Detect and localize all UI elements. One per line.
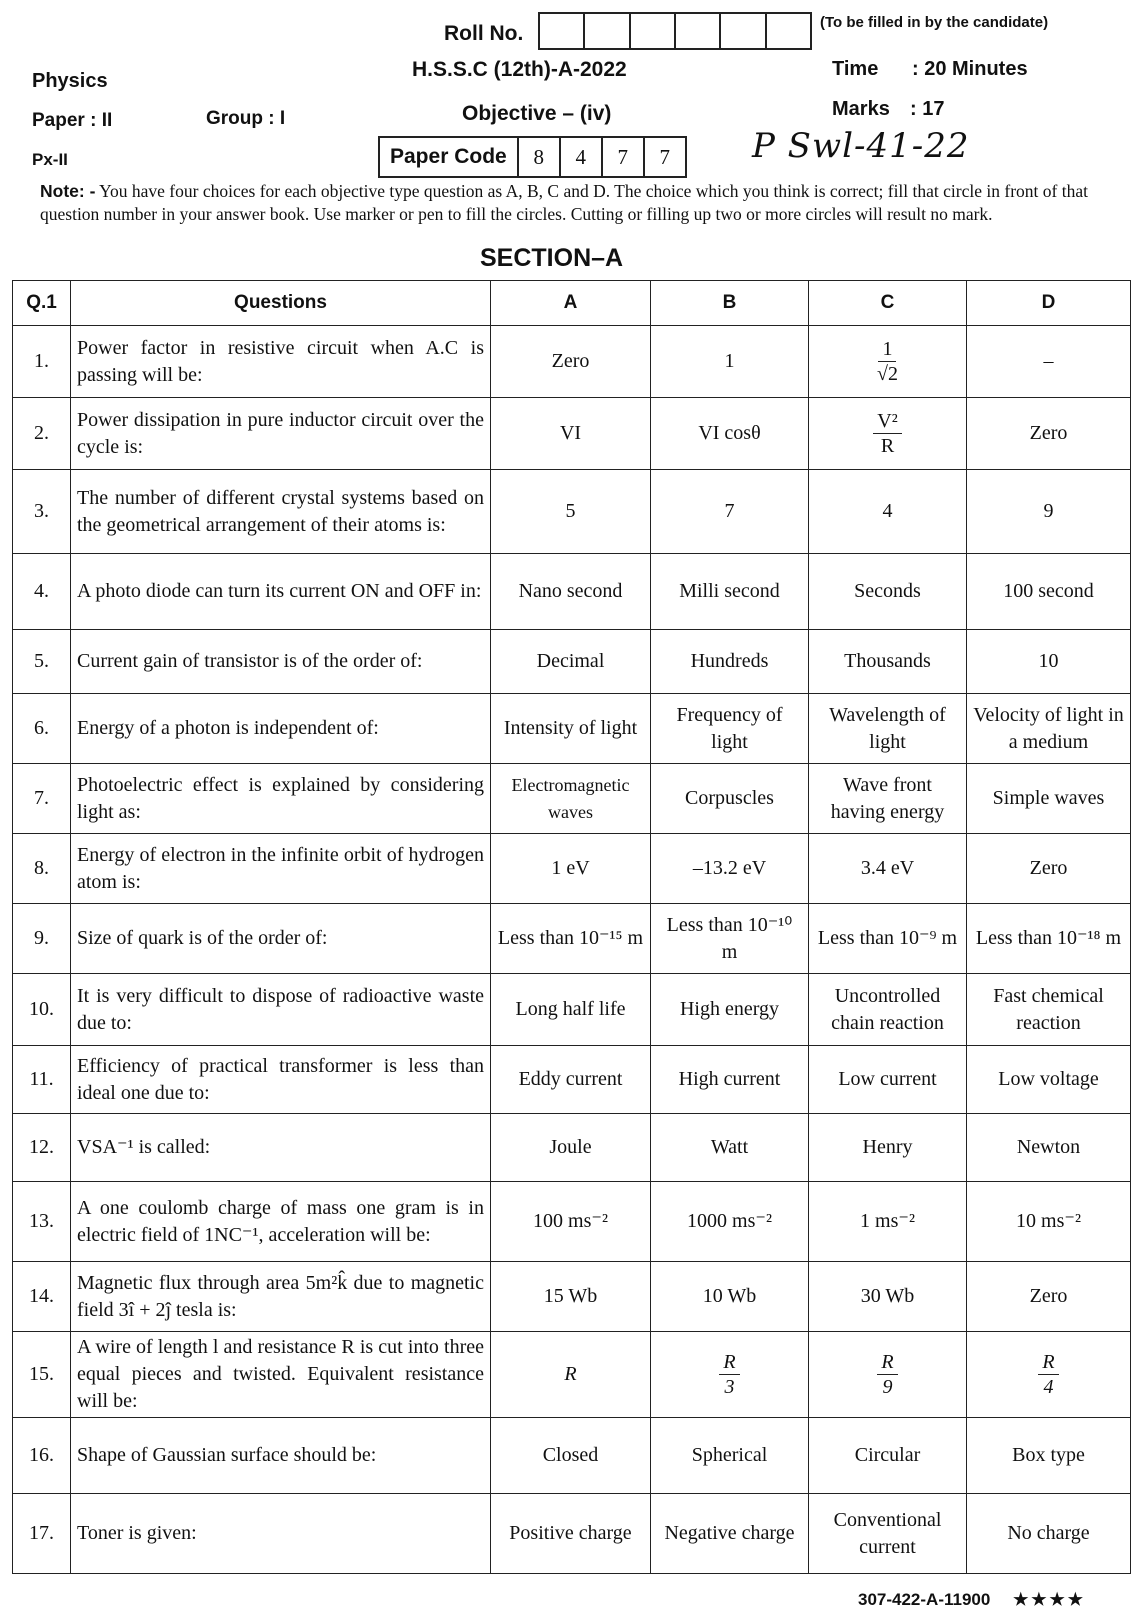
question-number: 6. [13, 694, 71, 764]
table-row [13, 694, 1131, 764]
roll-number-boxes[interactable] [538, 12, 812, 50]
star-marks: ★★★★ [1013, 1590, 1087, 1609]
option-c: Uncontrolled chain reaction [809, 974, 967, 1046]
option-b: 7 [651, 470, 809, 554]
question-number: 5. [13, 630, 71, 694]
fraction-denominator: R [880, 435, 895, 457]
option-d: Fast chemical reaction [967, 974, 1131, 1046]
question-number: 2. [13, 398, 71, 470]
roll-number-note: (To be filled in by the candidate) [820, 14, 1049, 31]
option-c: 1 ms⁻² [809, 1182, 967, 1262]
handwritten-annotation: P Swl-41-22 [752, 126, 970, 166]
header-b: B [651, 281, 809, 326]
option-b: Watt [651, 1114, 809, 1182]
option-a: Intensity of light [491, 694, 651, 764]
subject: Physics [32, 70, 108, 92]
option-a: 5 [491, 470, 651, 554]
header-qno: Q.1 [13, 281, 71, 326]
option-d [967, 1332, 1131, 1418]
question-text: Efficiency of practical transformer is less than ideal one due to: [71, 1046, 491, 1114]
question-text: A wire of length l and resistance R is cut into three equal pieces and twisted. Equivalent resistance will be: [71, 1332, 491, 1418]
table-row [13, 398, 1131, 470]
option-c [809, 398, 967, 470]
question-text: A photo diode can turn its current ON and OFF in: [71, 554, 491, 630]
option-b: High current [651, 1046, 809, 1114]
question-number: 4. [13, 554, 71, 630]
option-c: Conventional current [809, 1494, 967, 1574]
objective-label: Objective – (iv) [462, 102, 612, 125]
fraction [877, 1350, 897, 1399]
question-text: Size of quark is of the order of: [71, 904, 491, 974]
paper-serial-code: 307-422-A-11900 [858, 1590, 991, 1609]
fraction-numerator: R [877, 1350, 897, 1375]
fraction [1038, 1350, 1058, 1399]
option-d: 10 ms⁻² [967, 1182, 1131, 1262]
paper-code-digit: 4 [561, 138, 603, 176]
option-d: 100 second [967, 554, 1131, 630]
table-row [13, 1262, 1131, 1332]
option-c: Circular [809, 1418, 967, 1494]
note-label: Note: - [40, 181, 96, 201]
option-a: Eddy current [491, 1046, 651, 1114]
section-title: SECTION–A [480, 244, 624, 272]
group: Group : I [206, 108, 286, 129]
option-a: 1 eV [491, 834, 651, 904]
question-text: It is very difficult to dispose of radioactive waste due to: [71, 974, 491, 1046]
option-d: Newton [967, 1114, 1131, 1182]
header-questions: Questions [71, 281, 491, 326]
option-d: No charge [967, 1494, 1131, 1574]
question-number: 13. [13, 1182, 71, 1262]
table-row [13, 904, 1131, 974]
paper-number: Paper : II [32, 110, 113, 131]
question-number: 16. [13, 1418, 71, 1494]
option-d: Zero [967, 834, 1131, 904]
table-row [13, 1418, 1131, 1494]
option-b: Negative charge [651, 1494, 809, 1574]
option-c: Wavelength of light [809, 694, 967, 764]
option-d: Simple waves [967, 764, 1131, 834]
option-c: 3.4 eV [809, 834, 967, 904]
time-value: : 20 Minutes [912, 58, 1028, 80]
option-c [809, 326, 967, 398]
table-row [13, 834, 1131, 904]
paper-series: Px-II [32, 150, 68, 169]
paper-code-digit: 7 [603, 138, 645, 176]
table-row [13, 1046, 1131, 1114]
option-c: Henry [809, 1114, 967, 1182]
question-number: 15. [13, 1332, 71, 1418]
table-row [13, 1332, 1131, 1418]
option-a: Electromagnetic waves [491, 764, 651, 834]
table-row [13, 1182, 1131, 1262]
question-number: 8. [13, 834, 71, 904]
option-a: 15 Wb [491, 1262, 651, 1332]
option-d: Box type [967, 1418, 1131, 1494]
mcq-table [12, 280, 1131, 1574]
question-text: Magnetic flux through area 5m²k̂ due to magnetic field 3î + 2ĵ tesla is: [71, 1262, 491, 1332]
header-c: C [809, 281, 967, 326]
fraction-denominator: 9 [882, 1376, 893, 1398]
footer [858, 1590, 1086, 1610]
header-d: D [967, 281, 1131, 326]
fraction-numerator: 1 [878, 337, 896, 362]
table-row [13, 1494, 1131, 1574]
question-text: Current gain of transistor is of the order of: [71, 630, 491, 694]
option-b: Less than 10⁻¹⁰ m [651, 904, 809, 974]
option-a: Decimal [491, 630, 651, 694]
question-number: 12. [13, 1114, 71, 1182]
option-c: Less than 10⁻⁹ m [809, 904, 967, 974]
fraction-numerator: R [1038, 1350, 1058, 1375]
question-number: 9. [13, 904, 71, 974]
option-c: Wave front having energy [809, 764, 967, 834]
fraction [873, 409, 901, 458]
paper-code-digit: 7 [659, 144, 670, 169]
option-b: 10 Wb [651, 1262, 809, 1332]
fraction [877, 337, 898, 386]
option-a: Nano second [491, 554, 651, 630]
fraction-numerator: V² [873, 409, 901, 434]
question-number: 3. [13, 470, 71, 554]
option-c: Seconds [809, 554, 967, 630]
question-text: Photoelectric effect is explained by considering light as: [71, 764, 491, 834]
option-a: Less than 10⁻¹⁵ m [491, 904, 651, 974]
option-b: 1 [651, 326, 809, 398]
option-c: 4 [809, 470, 967, 554]
question-number: 17. [13, 1494, 71, 1574]
paper-code-label: Paper Code [380, 138, 519, 176]
table-row [13, 630, 1131, 694]
question-text: VSA⁻¹ is called: [71, 1114, 491, 1182]
note-text: You have four choices for each objective type question as A, B, C and D. The choice which you think is correct; fill that circle in front of that question number in your answer book. Use marker or pen to fill the circles. Cutting or filling up two or more circles will result no mark. [40, 181, 1088, 224]
fraction-denominator: 4 [1043, 1376, 1054, 1398]
option-d: 9 [967, 470, 1131, 554]
fraction-denominator: √2 [877, 363, 898, 385]
option-c: Thousands [809, 630, 967, 694]
option-b: Corpuscles [651, 764, 809, 834]
option-b: Milli second [651, 554, 809, 630]
option-d: Velocity of light in a medium [967, 694, 1131, 764]
option-a: Long half life [491, 974, 651, 1046]
option-d: 10 [967, 630, 1131, 694]
option-b: Frequency of light [651, 694, 809, 764]
question-text: Power dissipation in pure inductor circuit over the cycle is: [71, 398, 491, 470]
option-a: R [491, 1332, 651, 1418]
instructions-note [40, 180, 1110, 226]
table-row [13, 326, 1131, 398]
table-row [13, 1114, 1131, 1182]
question-text: The number of different crystal systems based on the geometrical arrangement of their atoms is: [71, 470, 491, 554]
option-c [809, 1332, 967, 1418]
table-header-row [13, 281, 1131, 326]
option-b: Spherical [651, 1418, 809, 1494]
header-a: A [491, 281, 651, 326]
question-text: Shape of Gaussian surface should be: [71, 1418, 491, 1494]
question-text: Toner is given: [71, 1494, 491, 1574]
option-d: – [967, 326, 1131, 398]
question-text: Energy of a photon is independent of: [71, 694, 491, 764]
option-d: Zero [967, 398, 1131, 470]
question-number: 11. [13, 1046, 71, 1114]
paper-code-box [378, 136, 687, 178]
question-text: Power factor in resistive circuit when A.C is passing will be: [71, 326, 491, 398]
fraction [719, 1350, 739, 1399]
option-b: 1000 ms⁻² [651, 1182, 809, 1262]
option-b: High energy [651, 974, 809, 1046]
option-c: 30 Wb [809, 1262, 967, 1332]
option-a: Closed [491, 1418, 651, 1494]
question-number: 7. [13, 764, 71, 834]
fraction-numerator: R [719, 1350, 739, 1375]
option-a: Zero [491, 326, 651, 398]
option-b: Hundreds [651, 630, 809, 694]
option-b: –13.2 eV [651, 834, 809, 904]
question-number: 14. [13, 1262, 71, 1332]
option-d: Less than 10⁻¹⁸ m [967, 904, 1131, 974]
table-row [13, 554, 1131, 630]
option-a: VI [491, 398, 651, 470]
question-text: Energy of electron in the infinite orbit of hydrogen atom is: [71, 834, 491, 904]
table-row [13, 764, 1131, 834]
option-b [651, 1332, 809, 1418]
option-a: Positive charge [491, 1494, 651, 1574]
option-b: VI cosθ [651, 398, 809, 470]
marks-label: Marks [832, 98, 890, 120]
marks-value: : 17 [910, 98, 945, 120]
roll-number-label: Roll No. [444, 22, 524, 45]
option-d: Low voltage [967, 1046, 1131, 1114]
option-c: Low current [809, 1046, 967, 1114]
time-label: Time [832, 58, 879, 80]
table-row [13, 974, 1131, 1046]
question-number: 10. [13, 974, 71, 1046]
option-a: 100 ms⁻² [491, 1182, 651, 1262]
question-text: A one coulomb charge of mass one gram is in electric field of 1NC⁻¹, acceleration will be: [71, 1182, 491, 1262]
exam-title: H.S.S.C (12th)-A-2022 [412, 58, 627, 81]
option-d: Zero [967, 1262, 1131, 1332]
question-number: 1. [13, 326, 71, 398]
fraction-denominator: 3 [724, 1376, 735, 1398]
option-a: Joule [491, 1114, 651, 1182]
table-row [13, 470, 1131, 554]
paper-code-digit: 8 [519, 138, 561, 176]
